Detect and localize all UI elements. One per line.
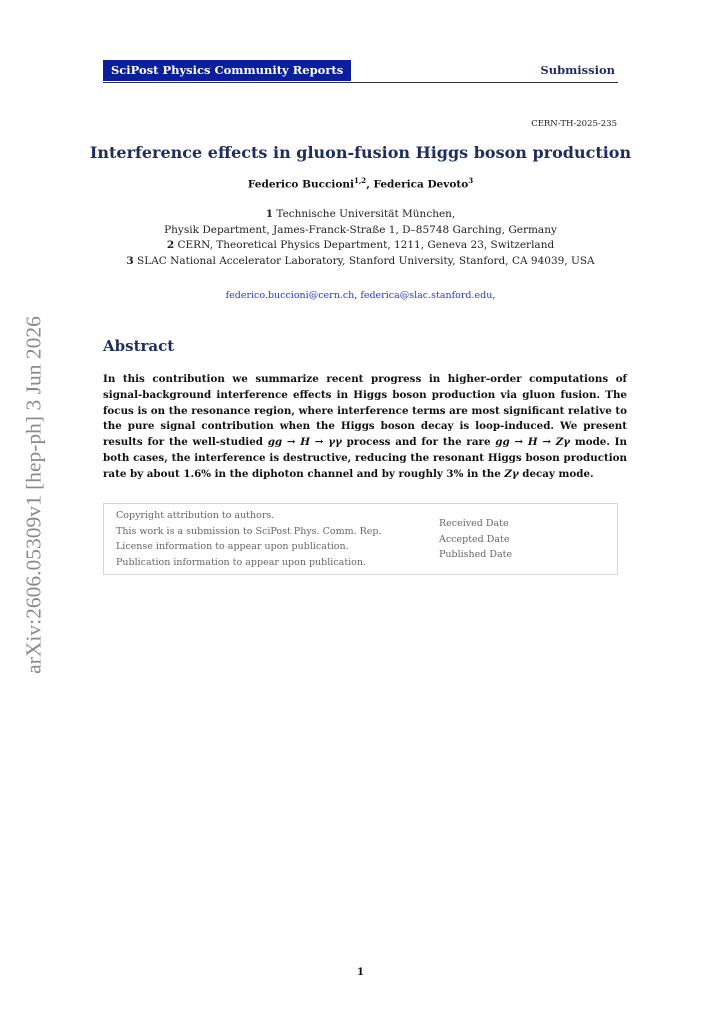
affiliation-line	[0, 223, 721, 239]
accepted-date: Accepted Date	[439, 533, 510, 545]
email-link[interactable]: federica@slac.stanford.edu	[360, 290, 493, 301]
affiliation-text: Technische Universität München,	[276, 208, 456, 220]
author-affil-marker: 3	[468, 176, 474, 185]
affiliation-number: 1	[265, 208, 274, 220]
publication-info-box	[103, 503, 618, 575]
submission-status: Submission	[540, 63, 615, 77]
affiliation-text: SLAC National Accelerator Laboratory, Stanford University, Stanford, CA 94039, USA	[137, 254, 595, 267]
author-list: Federico Buccioni$^{1,2}$, Federica Devoto$^3$	[247, 176, 474, 191]
affiliation-text: Physik Department, James-Franck-Straße 1, D–85748 Garching, Germany	[164, 223, 557, 236]
email-list: federico.buccioni@cern.ch, federica@slac.stanford.edu,	[225, 290, 496, 301]
process-formula: gg → H → γγ	[267, 436, 342, 449]
affiliation-line	[0, 254, 721, 270]
page-number: 1	[357, 967, 364, 978]
author-name: Federico Buccioni	[247, 178, 354, 191]
license-line: License information to appear upon publication.	[116, 541, 349, 552]
affiliation-number: 3	[126, 254, 134, 267]
journal-name-badge: SciPost Physics Community Reports	[103, 60, 351, 81]
affiliation-line	[0, 238, 721, 254]
affiliation-text: CERN, Theoretical Physics Department, 1211, Geneva 23, Switzerland	[177, 239, 555, 251]
publication-line: Publication information to appear upon publication.	[116, 556, 367, 568]
email-link[interactable]: federico.buccioni@cern.ch	[225, 290, 355, 301]
author-name: Federica Devoto	[373, 178, 469, 191]
abstract-text: In this contribution we summarize recent progress in higher-order computations of signal-background interference effects in Higgs boson production via gluon fusion. The focus is on the resonance region, where interference terms are most significant relative to the pure signal contribution when the Higgs boson decay is loop-induced. We present results for the well-studied gg → H → γγ process and for the rare gg → H → Zγ mode. In both cases, the interference is destructive, reducing the resonant Higgs boson production rate by about 1.6% in the diphoton channel and by roughly 3% in the Zγ decay mode.	[103, 373, 627, 480]
received-date: Received Date	[439, 518, 509, 529]
journal-header	[103, 60, 618, 83]
affiliations	[0, 207, 721, 269]
affiliation-number: 2	[166, 239, 175, 251]
affiliation-line	[0, 207, 721, 223]
process-formula: Zγ	[504, 467, 519, 480]
copyright-line: Copyright attribution to authors.	[116, 510, 275, 521]
paper-title: Interference effects in gluon-fusion Higgs boson production	[89, 143, 632, 162]
process-formula: gg → H → Zγ	[495, 436, 571, 449]
author-affil-marker: 1,2	[354, 176, 367, 185]
published-date: Published Date	[439, 549, 513, 560]
submission-line: This work is a submission to SciPost Phys. Comm. Rep.	[116, 525, 382, 537]
abstract-heading: Abstract	[103, 337, 175, 355]
report-number: CERN-TH-2025-235	[531, 119, 617, 129]
publication-info-left	[116, 508, 382, 570]
arxiv-identifier-stamp: arXiv:2606.05309v1 [hep-ph] 3 Jun 2026	[21, 316, 46, 674]
publication-dates	[439, 516, 512, 563]
